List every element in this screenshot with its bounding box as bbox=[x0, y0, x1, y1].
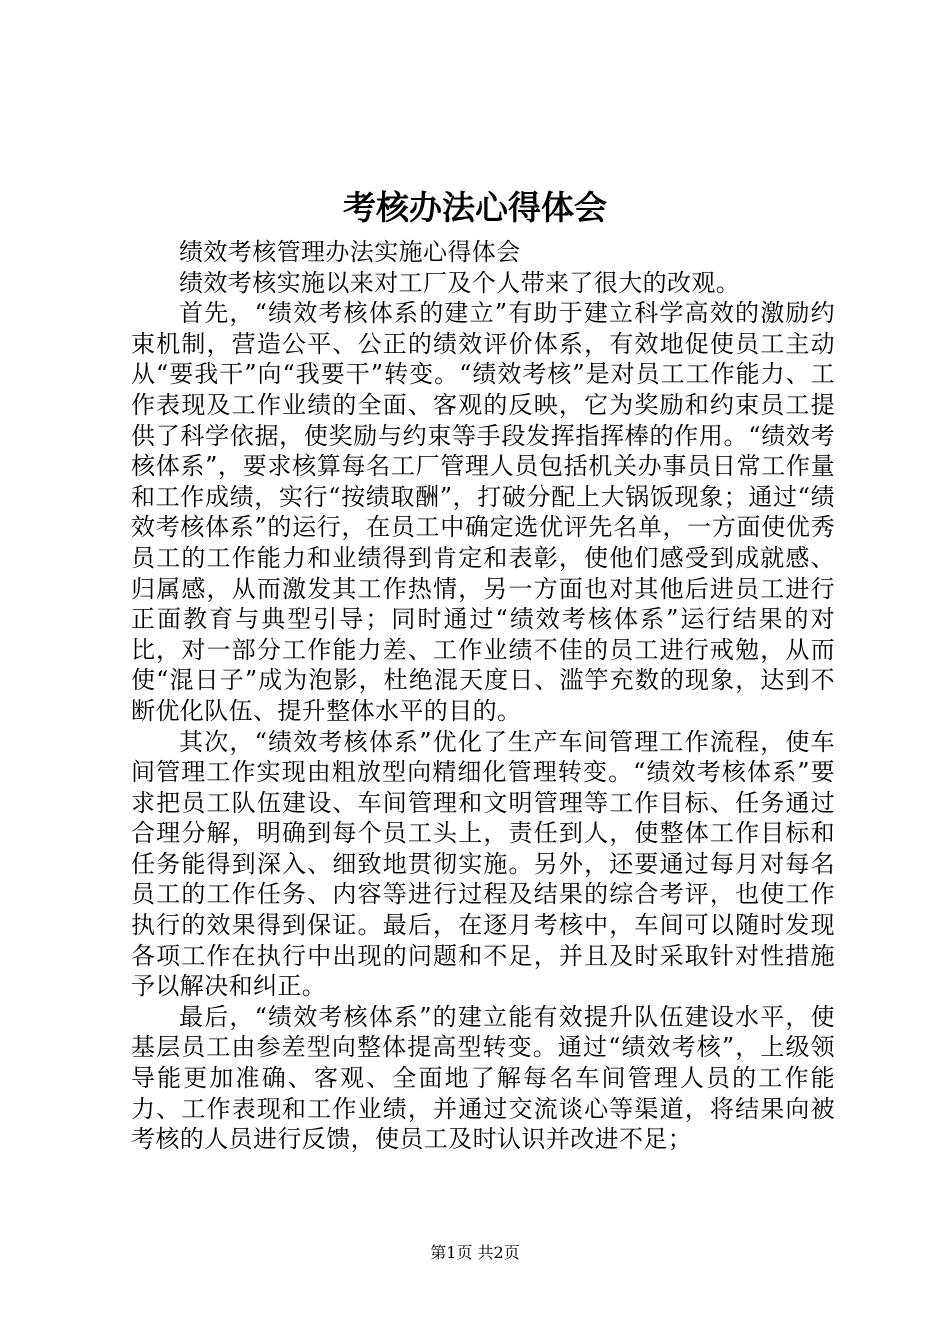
page-footer: 第1页 共2页 bbox=[430, 1243, 520, 1262]
paragraph-last: 最后，“绩效考核体系”的建立能有效提升队伍建设水平，使基层员工由参差型向整体提高型转变。通过“绩效考核”，上级领导能更加准确、客观、全面地了解每名车间管理人员的工作能力、工作表现和工作业绩，并通过交流谈心等渠道，将结果向被考核的人员进行反馈，使员工及时认识并改进不足； bbox=[131, 1002, 835, 1154]
paragraph-first: 首先，“绩效考核体系的建立”有助于建立科学高效的激励约束机制，营造公平、公正的绩效评价体系，有效地促使员工主动从“要我干”向“我要干”转变。“绩效考核”是对员工工作能力、工作表现及工作业绩的全面、客观的反映，它为奖励和约束员工提供了科学依据，使奖励与约束等手段发挥指挥棒的作用。“绩效考核体系”，要求核算每名工厂管理人员包括机关办事员日常工作量和工作成绩，实行“按绩取酬”，打破分配上大锅饭现象；通过“绩效考核体系”的运行，在员工中确定选优评先名单，一方面使优秀员工的工作能力和业绩得到肯定和表彰，使他们感受到成就感、归属感，从而激发其工作热情，另一方面也对其他后进员工进行正面教育与典型引导；同时通过“绩效考核体系”运行结果的对比，对一部分工作能力差、工作业绩不佳的员工进行戒勉，从而使“混日子”成为泡影，杜绝混天度日、滥竽充数的现象，达到不断优化队伍、提升整体水平的目的。 bbox=[131, 299, 835, 725]
document-title: 考核办法心得体会 bbox=[343, 188, 607, 227]
paragraph-second: 其次，“绩效考核体系”优化了生产车间管理工作流程，使车间管理工作实现由粗放型向精细化管理转变。“绩效考核体系”要求把员工队伍建设、车间管理和文明管理等工作目标、任务通过合理分解，明确到每个员工头上，责任到人，使整体工作目标和任务能得到深入、细致地贯彻实施。另外，还要通过每月对每名员工的工作任务、内容等进行过程及结果的综合考评，也使工作执行的效果得到保证。最后，在逐月考核中，车间可以随时发现各项工作在执行中出现的问题和不足，并且及时采取针对性措施予以解决和纠正。 bbox=[131, 727, 835, 1001]
document-body bbox=[131, 237, 835, 1155]
paragraph-subtitle: 绩效考核管理办法实施心得体会 bbox=[179, 238, 521, 266]
paragraph-intro: 绩效考核实施以来对工厂及个人带来了很大的改观。 bbox=[179, 268, 741, 297]
